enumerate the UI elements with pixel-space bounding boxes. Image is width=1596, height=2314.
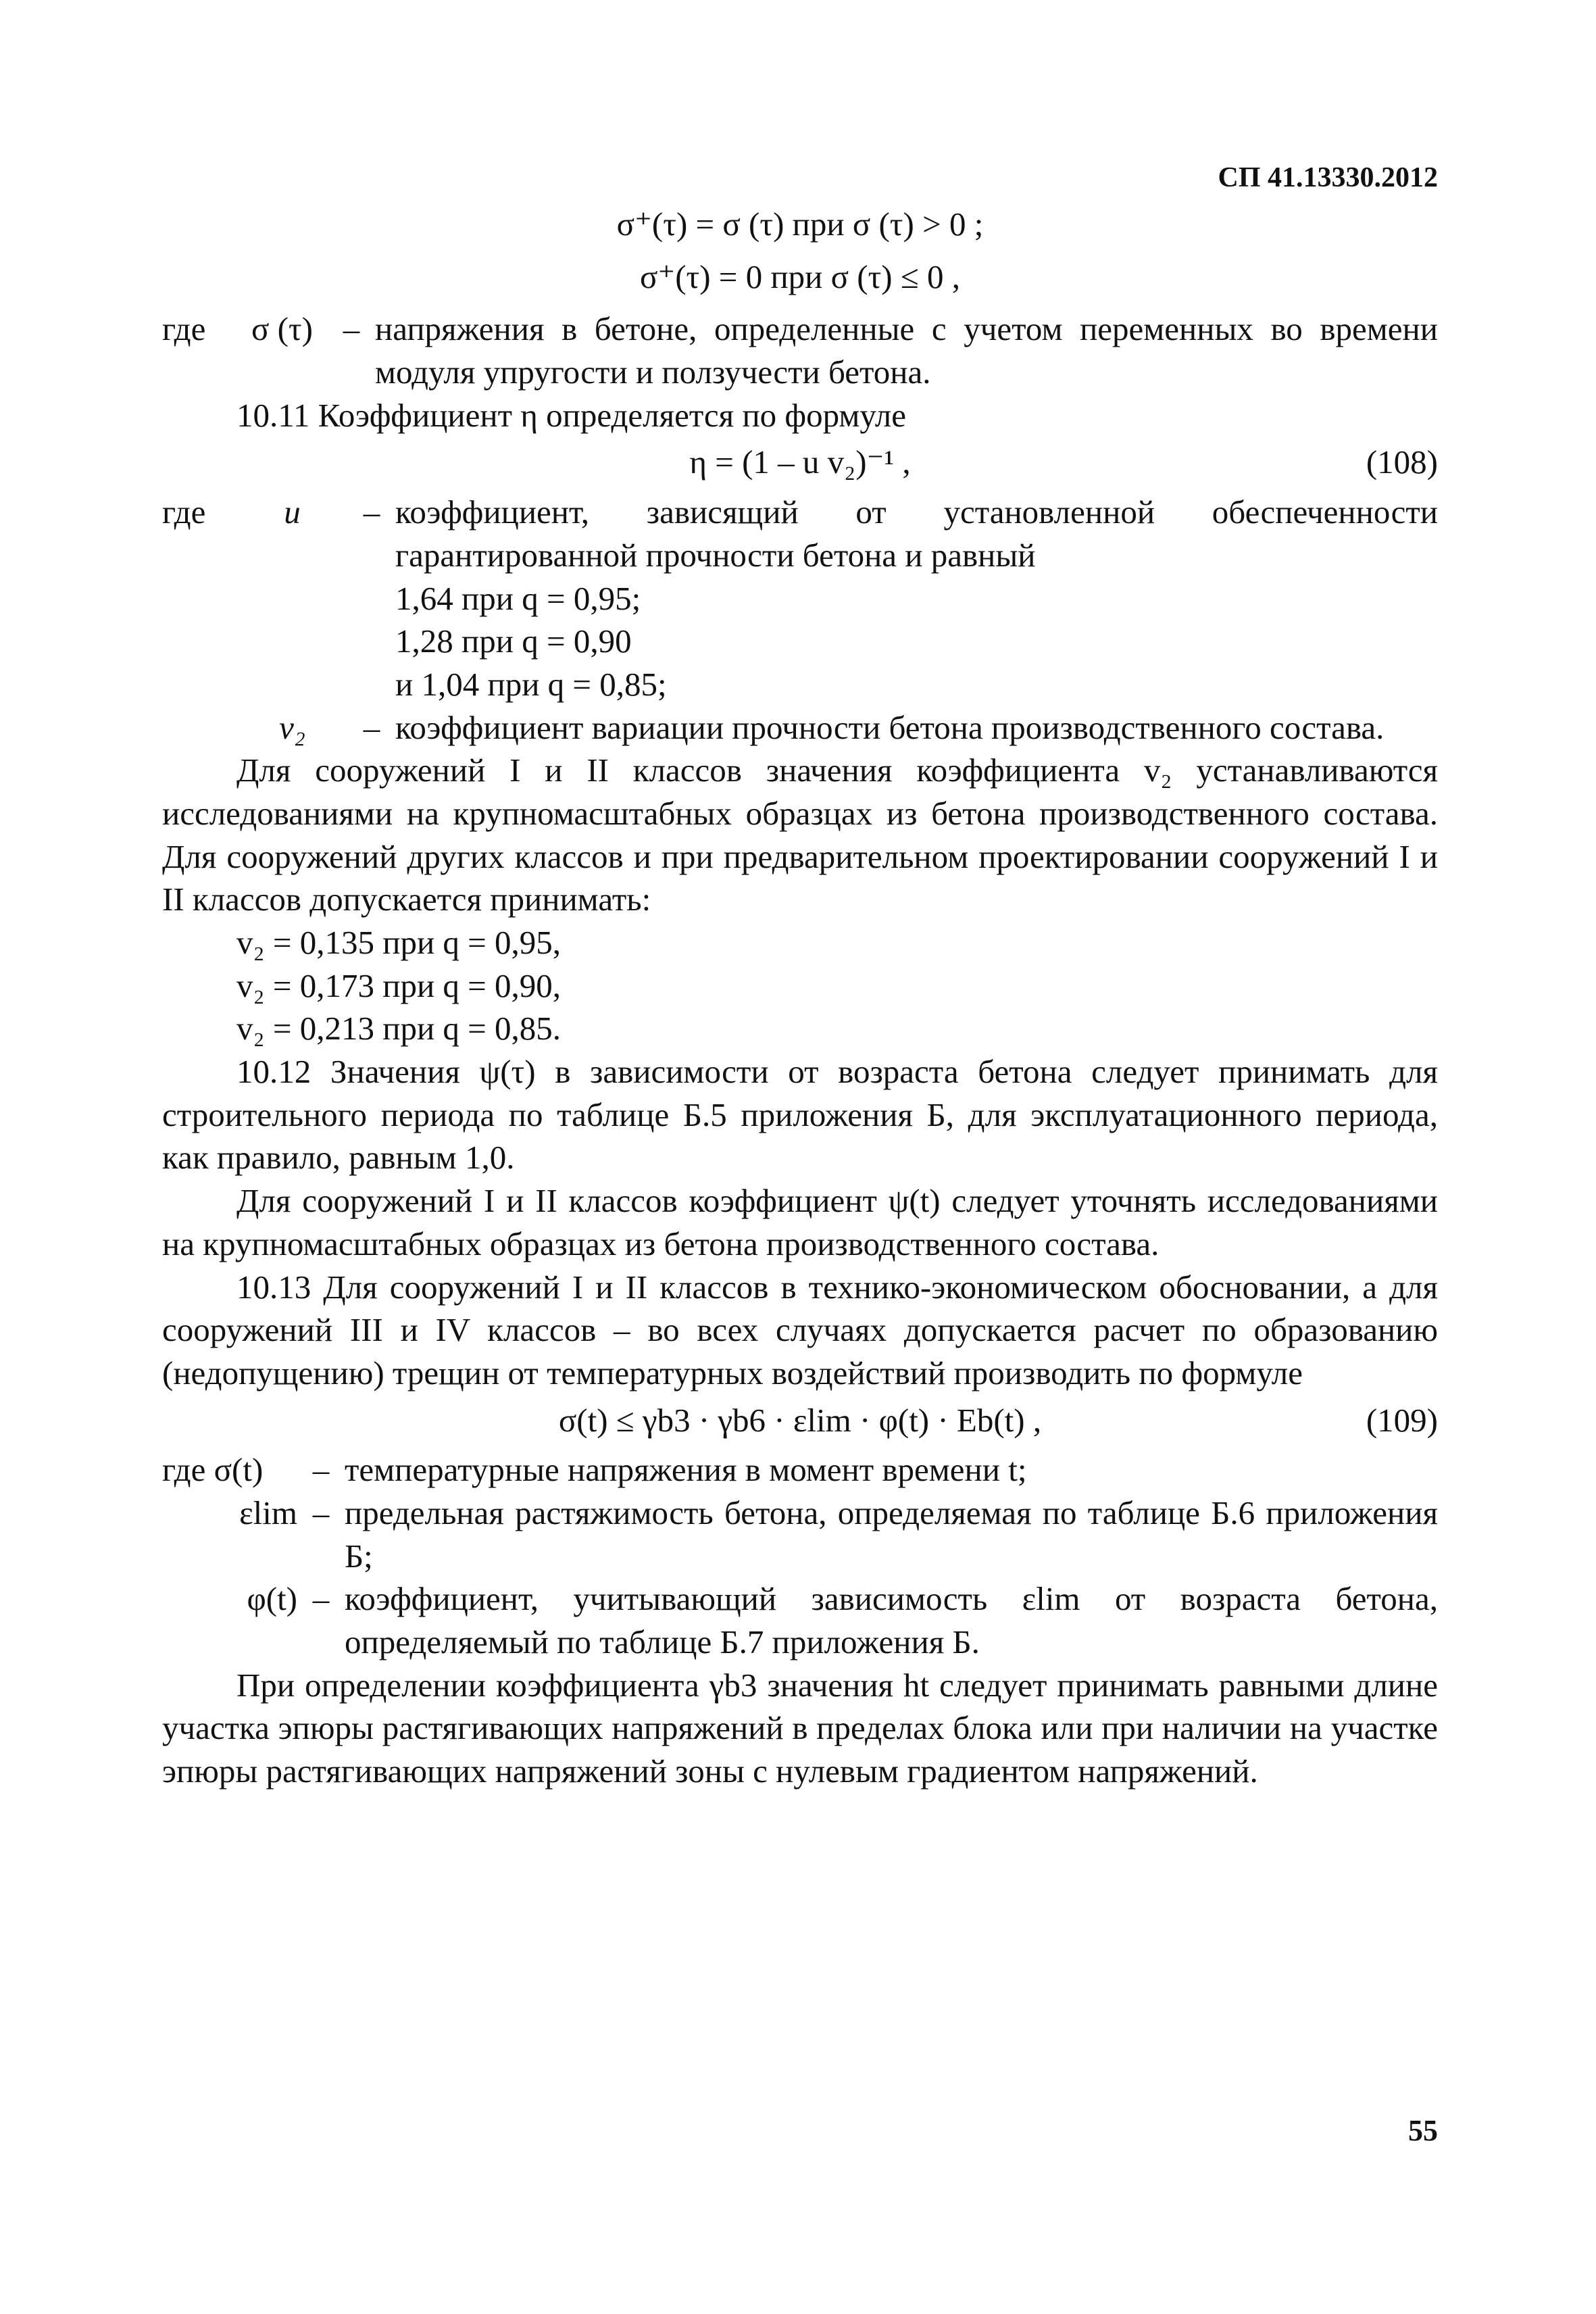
where-block-u	[162, 491, 1438, 576]
where-word: где	[162, 493, 206, 531]
where-dash: –	[363, 493, 380, 531]
where-dash: –	[363, 708, 380, 746]
where-definition: коэффициент, учитывающий зависимость εlim от возраста бетона, определяемый по таблице Б.7 приложения Б.	[345, 1580, 1438, 1660]
document-code: СП 41.13330.2012	[1218, 162, 1438, 193]
where-dash: –	[312, 1580, 330, 1618]
formula-109-number: (109)	[1366, 1401, 1438, 1439]
where-symbol: φ(t)	[247, 1580, 297, 1618]
where-row-sigma-t	[162, 1448, 1438, 1492]
where-definition: коэффициент вариации прочности бетона производственного состава.	[395, 708, 1385, 746]
where-definition: коэффициент, зависящий от установленной обеспеченности гарантированной прочности бетона и равный	[395, 493, 1438, 574]
where-definition: предельная растяжимость бетона, определяемая по таблице Б.6 приложения Б;	[345, 1494, 1438, 1575]
where-label: где σ(t)	[162, 1451, 264, 1489]
formula-sigma-plus-positive: σ⁺(τ) = σ (τ) при σ (τ) > 0 ;	[616, 205, 984, 243]
v2-value-1: v₂ = 0,135 при q = 0,95,	[236, 924, 562, 961]
where-symbol: v₂	[279, 708, 305, 746]
u-value-3: и 1,04 при q = 0,85;	[395, 665, 667, 703]
formula-108	[162, 441, 1438, 484]
where-word: где	[162, 310, 206, 348]
paragraph-classes: Для сооружений I и II классов значения коэффициента v₂ устанавливаются исследованиями на крупномасштабных образцах из бетона производственного состава. Для сооружений других классов и при предварительном проектировании сооружений I и II классов допускается принимать:	[162, 752, 1438, 918]
where-dash: –	[312, 1494, 330, 1531]
formula-108-number: (108)	[1366, 443, 1438, 481]
paragraph-final: При определении коэффициента γb3 значения ht следует принимать равными длине участка эпюры растягивающих напряжений в пределах блока или при наличии на участке эпюры растягивающих напряжений зоны с нулевым градиентом напряжений.	[162, 1666, 1438, 1790]
paragraph-psi: Для сооружений I и II классов коэффициент ψ(t) следует уточнять исследованиями на крупномасштабных образцах из бетона производственного состава.	[162, 1182, 1438, 1262]
where-symbol: σ (τ)	[251, 310, 313, 348]
where-dash: –	[343, 310, 360, 348]
paragraph-10-11: 10.11 Коэффициент η определяется по формуле	[236, 396, 906, 434]
where-symbol: u	[284, 493, 301, 531]
paragraph-10-12: 10.12 Значения ψ(τ) в зависимости от возраста бетона следует принимать для строительного периода по таблице Б.5 приложения Б, для эксплуатационного периода, как правило, равным 1,0.	[162, 1053, 1438, 1177]
v2-value-3: v₂ = 0,213 при q = 0,85.	[236, 1010, 562, 1048]
where-symbol: εlim	[239, 1494, 297, 1531]
u-value-2: 1,28 при q = 0,90	[395, 622, 632, 660]
where-definition: температурные напряжения в момент времени t;	[345, 1451, 1027, 1489]
formula-sigma-plus-zero: σ⁺(τ) = 0 при σ (τ) ≤ 0 ,	[639, 257, 961, 295]
where-row-phi	[162, 1577, 1438, 1663]
v2-value-2: v₂ = 0,173 при q = 0,90,	[236, 966, 562, 1004]
document-body	[162, 203, 1438, 1793]
u-value-1: 1,64 при q = 0,95;	[395, 579, 641, 617]
formula-109	[162, 1399, 1438, 1442]
formula-109-expression: σ(t) ≤ γb3 · γb6 · εlim · φ(t) · Eb(t) ,	[558, 1401, 1042, 1439]
page-number: 55	[1408, 2114, 1438, 2147]
where-block-sigma	[162, 307, 1438, 393]
where-definition: напряжения в бетоне, определенные с учетом переменных во времени модуля упругости и ползучести бетона.	[375, 310, 1438, 391]
where-dash: –	[312, 1451, 330, 1489]
where-row-eps-lim	[162, 1492, 1438, 1577]
formula-108-expression: η = (1 – u v₂)⁻¹ ,	[689, 443, 911, 481]
paragraph-10-13: 10.13 Для сооружений I и II классов в технико-экономическом обосновании, а для сооружений III и IV классов – во всех случаях допускается расчет по образованию (недопущению) трещин от температурных воздействий производить по формуле	[162, 1268, 1438, 1392]
where-block-v2	[162, 706, 1438, 749]
